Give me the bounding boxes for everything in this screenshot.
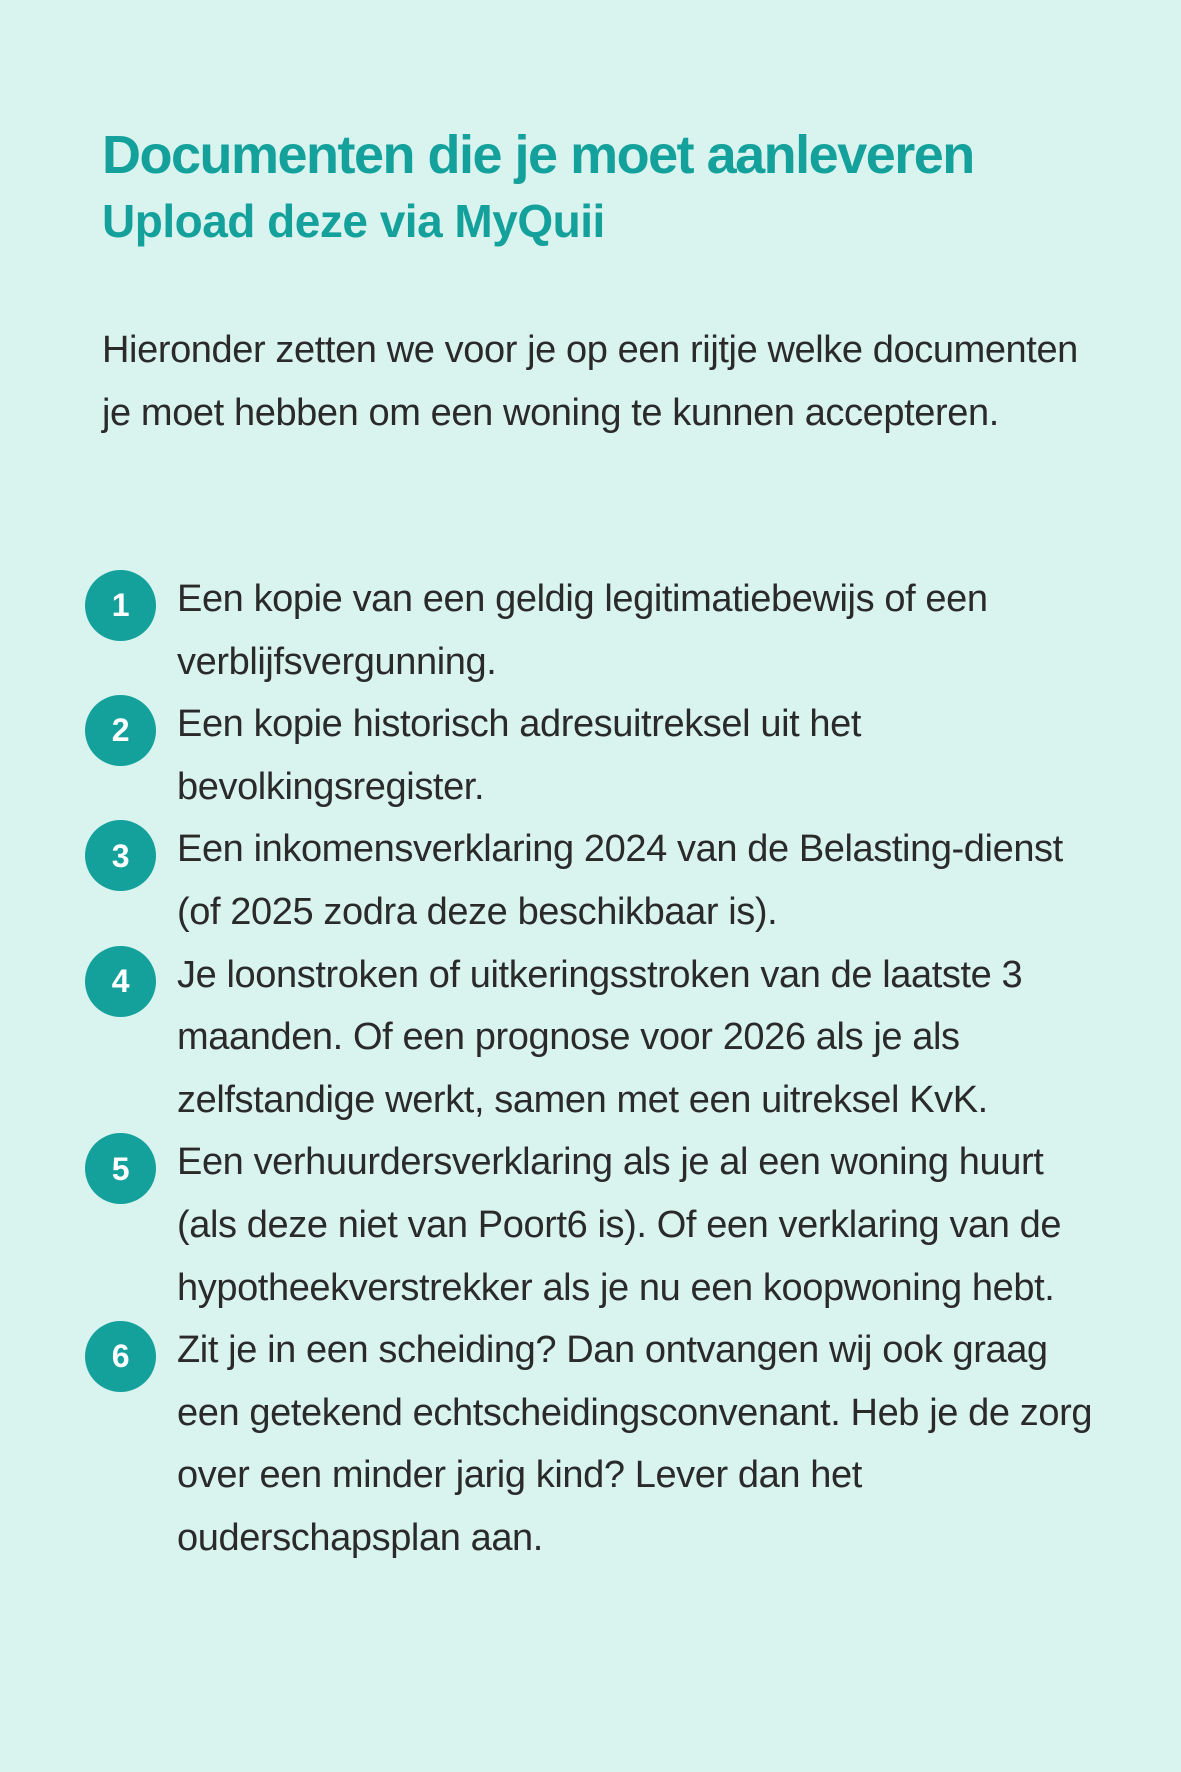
item-text: Een kopie van een geldig legitimatiebewijs of een verblijfsvergunning. [177, 578, 988, 683]
number-badge: 6 [85, 1321, 156, 1392]
list-item [0, 1131, 1097, 1319]
item-text: Een kopie historisch adresuitreksel uit het bevolkingsregister. [177, 703, 862, 808]
page-title: Documenten die je moet aanleveren [102, 125, 974, 185]
item-text: Een inkomensverklaring 2024 van de Belasting-dienst (of 2025 zodra deze beschikbaar is). [177, 828, 1063, 933]
number-badge: 4 [85, 946, 156, 1017]
number-badge: 2 [85, 695, 156, 766]
list-item [0, 693, 1097, 818]
number-badge: 3 [85, 820, 156, 891]
item-text: Een verhuurdersverklaring als je al een woning huurt (als deze niet van Poort6 is). Of een verklaring van de hypotheekverstrekker als je nu een koopwoning hebt. [177, 1141, 1062, 1309]
item-text: Zit je in een scheiding? Dan ontvangen wij ook graag een getekend echtscheidingsconvenant. Heb je de zorg over een minder jarig kind? Lever dan het ouderschapsplan aan. [177, 1329, 1093, 1559]
list-item [0, 944, 1097, 1132]
document-list [0, 568, 1181, 1570]
intro-paragraph: Hieronder zetten we voor je op een rijtje welke documenten je moet hebben om een woning te kunnen accepteren. [102, 329, 1078, 434]
page-subtitle: Upload deze via MyQuii [102, 195, 605, 247]
number-badge: 5 [85, 1133, 156, 1204]
list-item [0, 818, 1097, 943]
list-item [0, 568, 1097, 693]
list-item [0, 1319, 1097, 1569]
item-text: Je loonstroken of uitkeringsstroken van de laatste 3 maanden. Of een prognose voor 2026 als je als zelfstandige werkt, samen met een uitreksel KvK. [177, 953, 1023, 1121]
number-badge: 1 [85, 570, 156, 641]
